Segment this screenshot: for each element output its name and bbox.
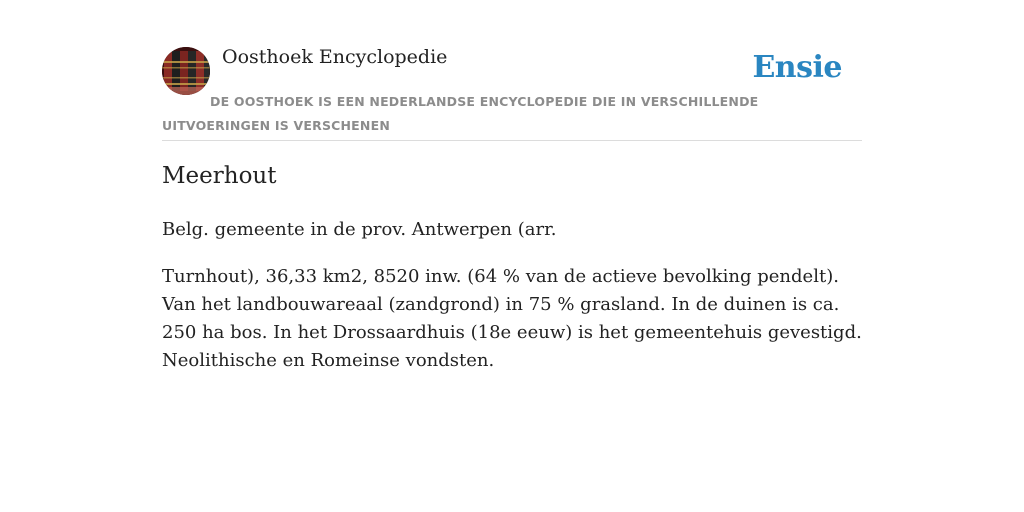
source-title[interactable]: Oosthoek Encyclopedie [222,46,448,68]
source-avatar[interactable] [162,47,210,95]
article-paragraph: Belg. gemeente in de prov. Antwerpen (arr. [162,219,557,240]
article-paragraph: Turnhout), 36,33 km2, 8520 inw. (64 % van de actieve bevolking pendelt). Van het landbouwareaal (zandgrond) in 75 % grasland. In de duinen is ca. 250 ha bos. In het Drossaardhuis (18e eeuw) is het gemeentehuis gevestigd. Neolithische en Romeinse vondsten. [162,266,862,371]
article-title: Meerhout [162,163,277,189]
page-container [162,0,862,371]
source-description: DE OOSTHOEK IS EEN NEDERLANDSE ENCYCLOPEDIE DIE IN VERSCHILLENDE UITVOERINGEN IS VERSCHENEN [162,94,759,133]
brand-logo-link[interactable]: Ensie [752,50,842,85]
encyclopedia-books-icon [162,47,210,95]
source-header [162,0,862,141]
